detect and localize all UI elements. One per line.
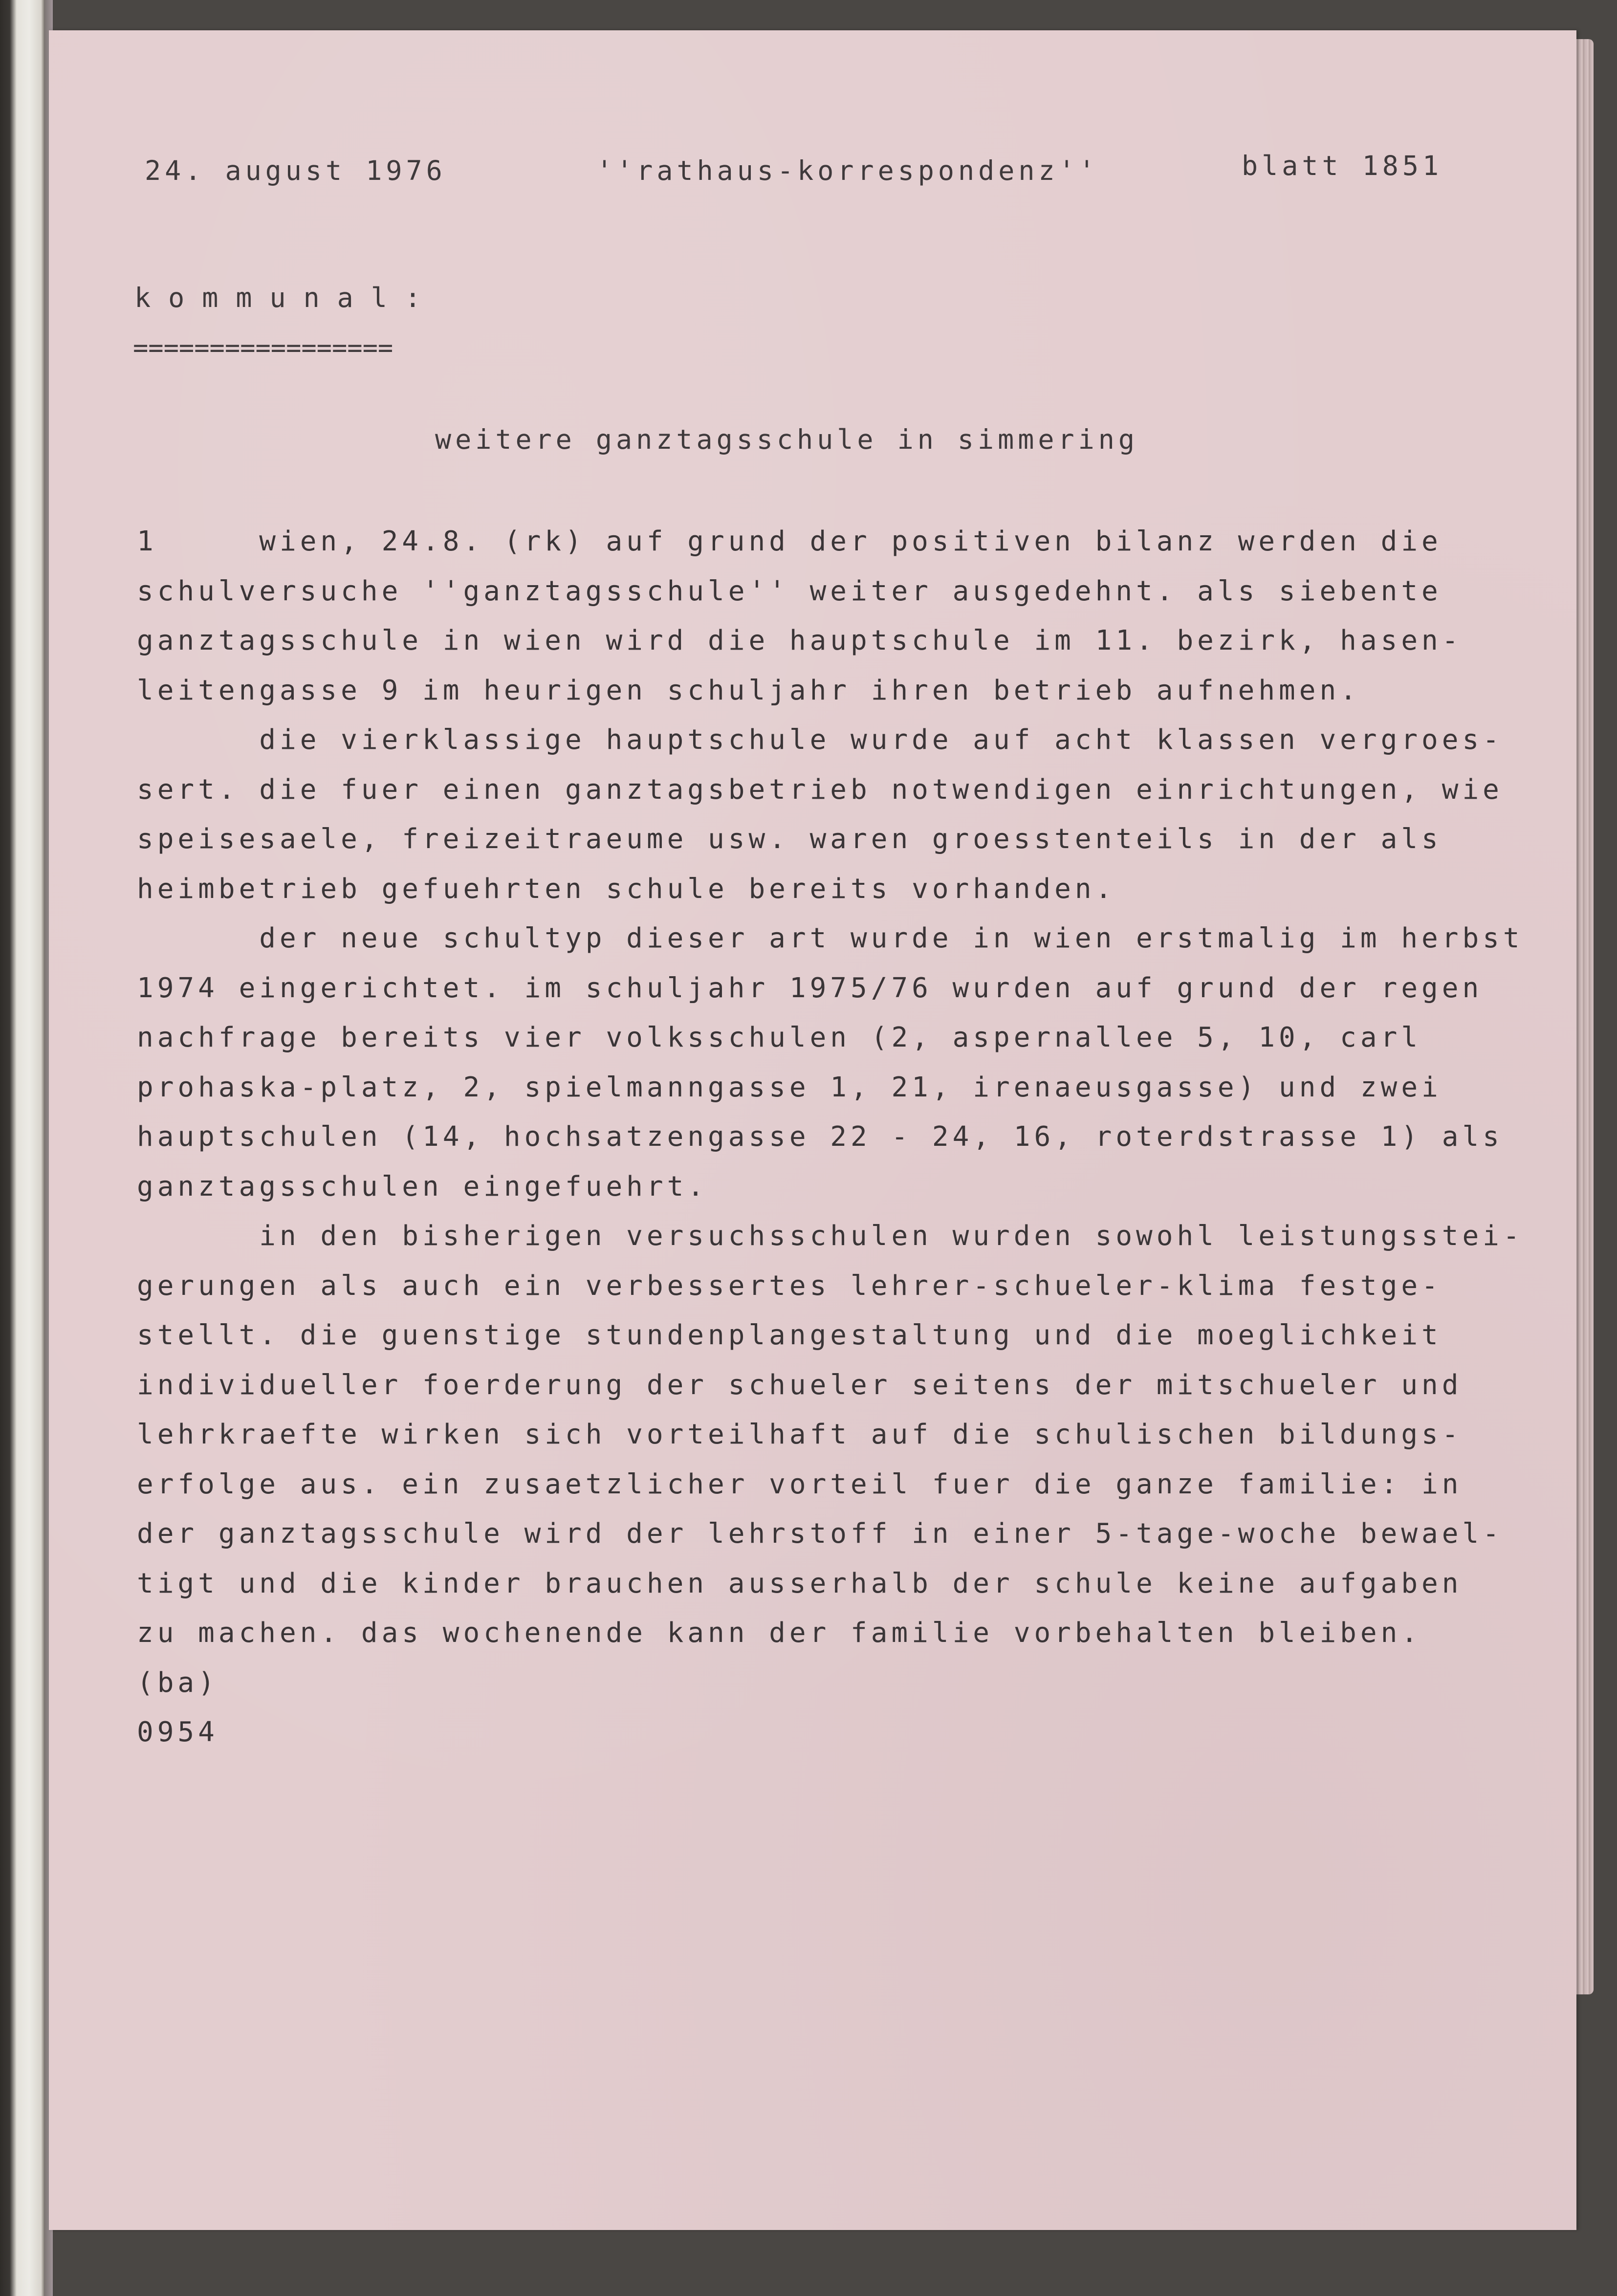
body-line: schulversuche ''ganztagsschule'' weiter ausgedehnt. als siebente [137, 575, 1442, 607]
typewritten-page [49, 30, 1576, 2230]
body-line: individueller foerderung der schueler seitens der mitschueler und [137, 1369, 1463, 1401]
body-line: 1974 eingerichtet. im schuljahr 1975/76 wurden auf grund der regen [137, 972, 1483, 1004]
body-line: ganztagsschule in wien wird die hauptschule im 11. bezirk, hasen- [137, 625, 1463, 656]
body-line: 1 wien, 24.8. (rk) auf grund der positiven bilanz werden die [137, 525, 1442, 557]
body-line: nachfrage bereits vier volksschulen (2, aspernallee 5, 10, carl [137, 1022, 1422, 1053]
article-body [137, 517, 1554, 1757]
article-headline: weitere ganztagsschule in simmering [435, 424, 1138, 455]
header-sheet-number: blatt 1851 [1242, 150, 1443, 181]
body-line: speisesaele, freizeitraeume usw. waren groesstenteils in der als [137, 823, 1442, 855]
body-line: stellt. die guenstige stundenplangestaltung und die moeglichkeit [137, 1319, 1442, 1351]
body-line: hauptschulen (14, hochsatzengasse 22 - 24, 16, roterdstrasse 1) als [137, 1121, 1503, 1153]
body-line: erfolge aus. ein zusaetzlicher vorteil fuer die ganze familie: in [137, 1468, 1463, 1500]
body-line: der ganztagsschule wird der lehrstoff in einer 5-tage-woche bewael- [137, 1518, 1503, 1550]
time-code: 0954 [137, 1716, 219, 1748]
body-line: gerungen als auch ein verbessertes lehrer-schueler-klima festge- [137, 1269, 1442, 1302]
body-line: ganztagsschulen eingefuehrt. [137, 1170, 708, 1203]
body-line: der neue schultyp dieser art wurde in wien erstmalig im herbst [137, 922, 1524, 954]
body-line: zu machen. das wochenende kann der familie vorbehalten bleiben. [137, 1617, 1422, 1649]
body-line: leitengasse 9 im heurigen schuljahr ihren betrieb aufnehmen. [137, 674, 1360, 706]
header-date: 24. august 1976 [145, 155, 446, 186]
binding-edge [0, 0, 44, 2296]
body-line: in den bisherigen versuchsschulen wurden sowohl leistungsstei- [137, 1220, 1524, 1252]
author-initials: (ba) [137, 1666, 219, 1699]
body-line: prohaska-platz, 2, spielmanngasse 1, 21, irenaeusgasse) und zwei [137, 1071, 1442, 1103]
body-line: heimbetrieb gefuehrten schule bereits vorhanden. [137, 873, 1116, 905]
section-label: kommunal: [134, 282, 439, 313]
body-line: tigt und die kinder brauchen ausserhalb der schule keine aufgaben [137, 1567, 1463, 1599]
body-line: lehrkraefte wirken sich vorteilhaft auf die schulischen bildungs- [137, 1419, 1463, 1450]
section-underline: ================= [133, 333, 393, 363]
header-publication: ''rathaus-korrespondenz'' [596, 155, 1099, 186]
body-line: sert. die fuer einen ganztagsbetrieb notwendigen einrichtungen, wie [137, 773, 1503, 806]
body-line: die vierklassige hauptschule wurde auf acht klassen vergroes- [137, 724, 1503, 756]
stacked-page-edges [1574, 39, 1594, 1994]
